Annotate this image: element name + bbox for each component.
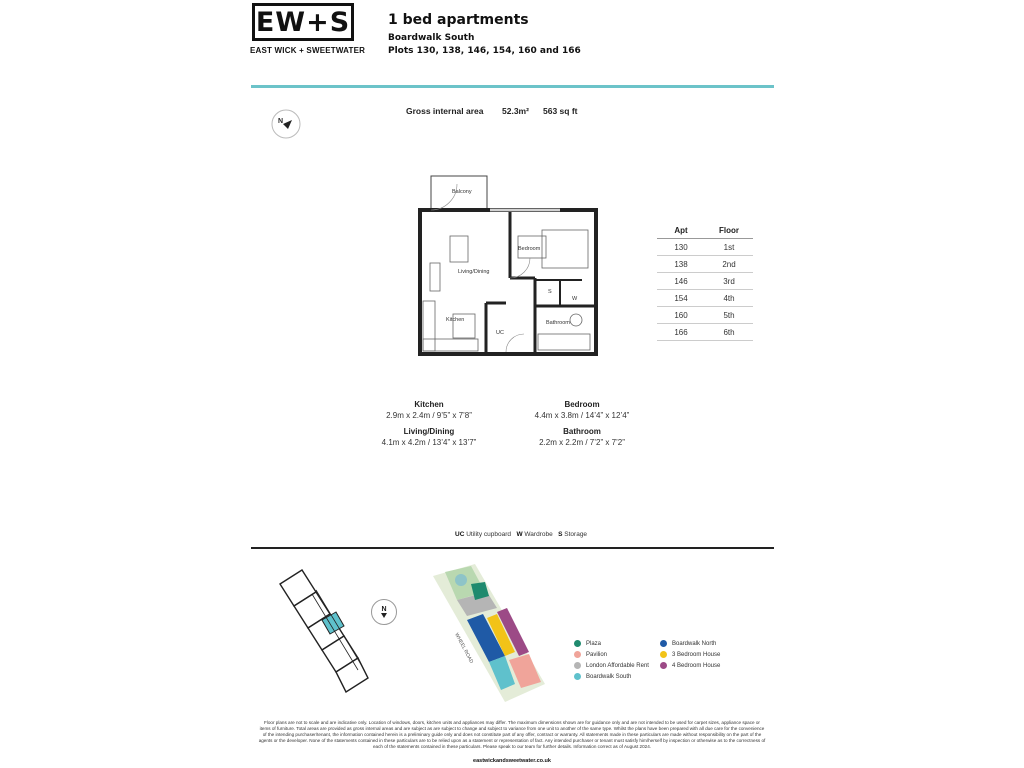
legend-swatch — [574, 673, 581, 680]
legend-swatch — [574, 651, 581, 658]
key-s-text: Storage — [564, 531, 588, 538]
legend-swatch — [660, 662, 667, 669]
legend-label: 3 Bedroom House — [672, 651, 721, 658]
key-uc-abbr: UC — [455, 531, 465, 538]
wardrobe-label: W — [572, 296, 578, 302]
table-row — [657, 307, 753, 324]
floor-level: 4th — [705, 290, 753, 307]
key-w-text: Wardrobe — [524, 531, 553, 538]
table-row — [657, 273, 753, 290]
site-legend-left — [574, 640, 649, 680]
key-uc-text: Utility cupboard — [466, 531, 512, 538]
table-row — [657, 324, 753, 341]
table-header-apt: Apt — [657, 223, 705, 239]
room-bathroom-dims: 2.2m x 2.2m / 7’2” x 7’2” — [539, 438, 625, 447]
page-title: 1 bed apartments — [388, 12, 529, 28]
legend-item-pavilion — [574, 651, 649, 658]
room-kitchen-name: Kitchen — [414, 400, 444, 409]
legend-item-3-bedroom-house — [660, 651, 720, 658]
floor-level: 5th — [705, 307, 753, 324]
website-link[interactable]: eastwickandsweetwater.co.uk — [473, 758, 551, 764]
legend-swatch — [660, 651, 667, 658]
disclaimer-text: Floor plans are not to scale and are indicative only. Location of windows, doors, kitchen units and appliances may differ. The maximum dimensions shown are for guidance only and are not intended to be used for carpet sizes, appliance space or items of furniture. Total areas are provided as gross internal areas and are subject as are subject to change and subject to variance from one unit to another of the same type. Whilst the plans have been prepared with all due care for the convenience of the intending purchaser/tenant, the information contained herein is a preliminary guide only and does not constitute part of any offer, contract or warranty. All statements made in these particulars are made without responsibility on the part of the agents or the developer. None of the statements contained in these particulars are to be relied upon as a statement or representation of fact. Any intended purchaser or tenant must satisfy him/herself by inspection or otherwise as to the correctness of each of the statements contained in these particulars. Please speak to our team for further details. Information correct as of August 2024. — [258, 720, 766, 749]
room-bathroom-name: Bathroom — [563, 427, 601, 436]
legend-label: Plaza — [586, 640, 602, 647]
uc-label: UC — [496, 330, 504, 336]
apt-number: 138 — [657, 256, 705, 273]
abbreviation-key — [455, 531, 587, 538]
apt-number: 146 — [657, 273, 705, 290]
legend-swatch — [574, 662, 581, 669]
legend-item-4-bedroom-house — [660, 662, 720, 669]
brand-tagline: EAST WICK + SWEETWATER — [250, 46, 366, 55]
apt-number: 130 — [657, 239, 705, 256]
apt-number: 160 — [657, 307, 705, 324]
storage-label: S — [548, 289, 552, 295]
legend-item-boardwalk-north — [660, 640, 720, 647]
legend-label: London Affordable Rent — [586, 662, 649, 669]
floor-level: 2nd — [705, 256, 753, 273]
apartment-floor-table — [657, 223, 753, 341]
plot-numbers: Plots 130, 138, 146, 154, 160 and 166 — [388, 46, 581, 56]
legend-item-plaza — [574, 640, 649, 647]
compass-icon — [270, 108, 302, 140]
table-row — [657, 256, 753, 273]
development-name: Boardwalk South — [388, 33, 475, 43]
floor-level: 1st — [705, 239, 753, 256]
logo-text: EW+S — [255, 6, 351, 38]
legend-item-affordable-rent — [574, 662, 649, 669]
legend-label: Boardwalk North — [672, 640, 717, 647]
apt-number: 166 — [657, 324, 705, 341]
floor-plan — [410, 168, 610, 358]
apt-number: 154 — [657, 290, 705, 307]
header-divider — [251, 85, 774, 88]
legend-label: 4 Bedroom House — [672, 662, 721, 669]
table-row — [657, 290, 753, 307]
brand-logo — [252, 3, 354, 41]
legend-label: Boardwalk South — [586, 673, 632, 680]
floor-level: 3rd — [705, 273, 753, 290]
site-legend-right — [660, 640, 720, 669]
room-living-name: Living/Dining — [403, 427, 455, 436]
key-w-abbr: W — [516, 531, 523, 538]
key-s-abbr: S — [558, 531, 563, 538]
room-bedroom-name: Bedroom — [564, 400, 600, 409]
legend-swatch — [660, 640, 667, 647]
apartment-walls — [420, 210, 596, 354]
gia-sqft: 563 sq ft — [543, 106, 578, 116]
legend-label: Pavilion — [586, 651, 608, 658]
balcony-label: Balcony — [452, 189, 472, 195]
kitchen-label: Kitchen — [446, 317, 465, 323]
gia-sqm: 52.3m² — [502, 106, 529, 116]
table-row — [657, 239, 753, 256]
bathroom-label: Bathroom — [546, 320, 570, 326]
table-header-floor: Floor — [705, 223, 753, 239]
legend-item-boardwalk-south — [574, 673, 649, 680]
floor-level: 6th — [705, 324, 753, 341]
room-bedroom-dims: 4.4m x 3.8m / 14’4” x 12’4” — [534, 411, 630, 420]
north-label: N — [381, 606, 387, 613]
road-label: WHEEL ROAD — [453, 632, 475, 665]
living-label: Living/Dining — [458, 269, 490, 275]
section-divider — [251, 547, 774, 549]
legend-swatch — [574, 640, 581, 647]
bedroom-label: Bedroom — [518, 246, 541, 252]
site-plan-map — [425, 556, 555, 706]
room-kitchen-dims: 2.9m x 2.4m / 9’5” x 7’8” — [386, 411, 472, 420]
gia-label: Gross internal area — [406, 106, 484, 116]
building-key-plan — [272, 562, 382, 702]
north-arrow-icon — [371, 599, 397, 625]
svg-text:N: N — [278, 118, 284, 125]
room-living-dims: 4.1m x 4.2m / 13’4” x 13’7” — [381, 438, 477, 447]
